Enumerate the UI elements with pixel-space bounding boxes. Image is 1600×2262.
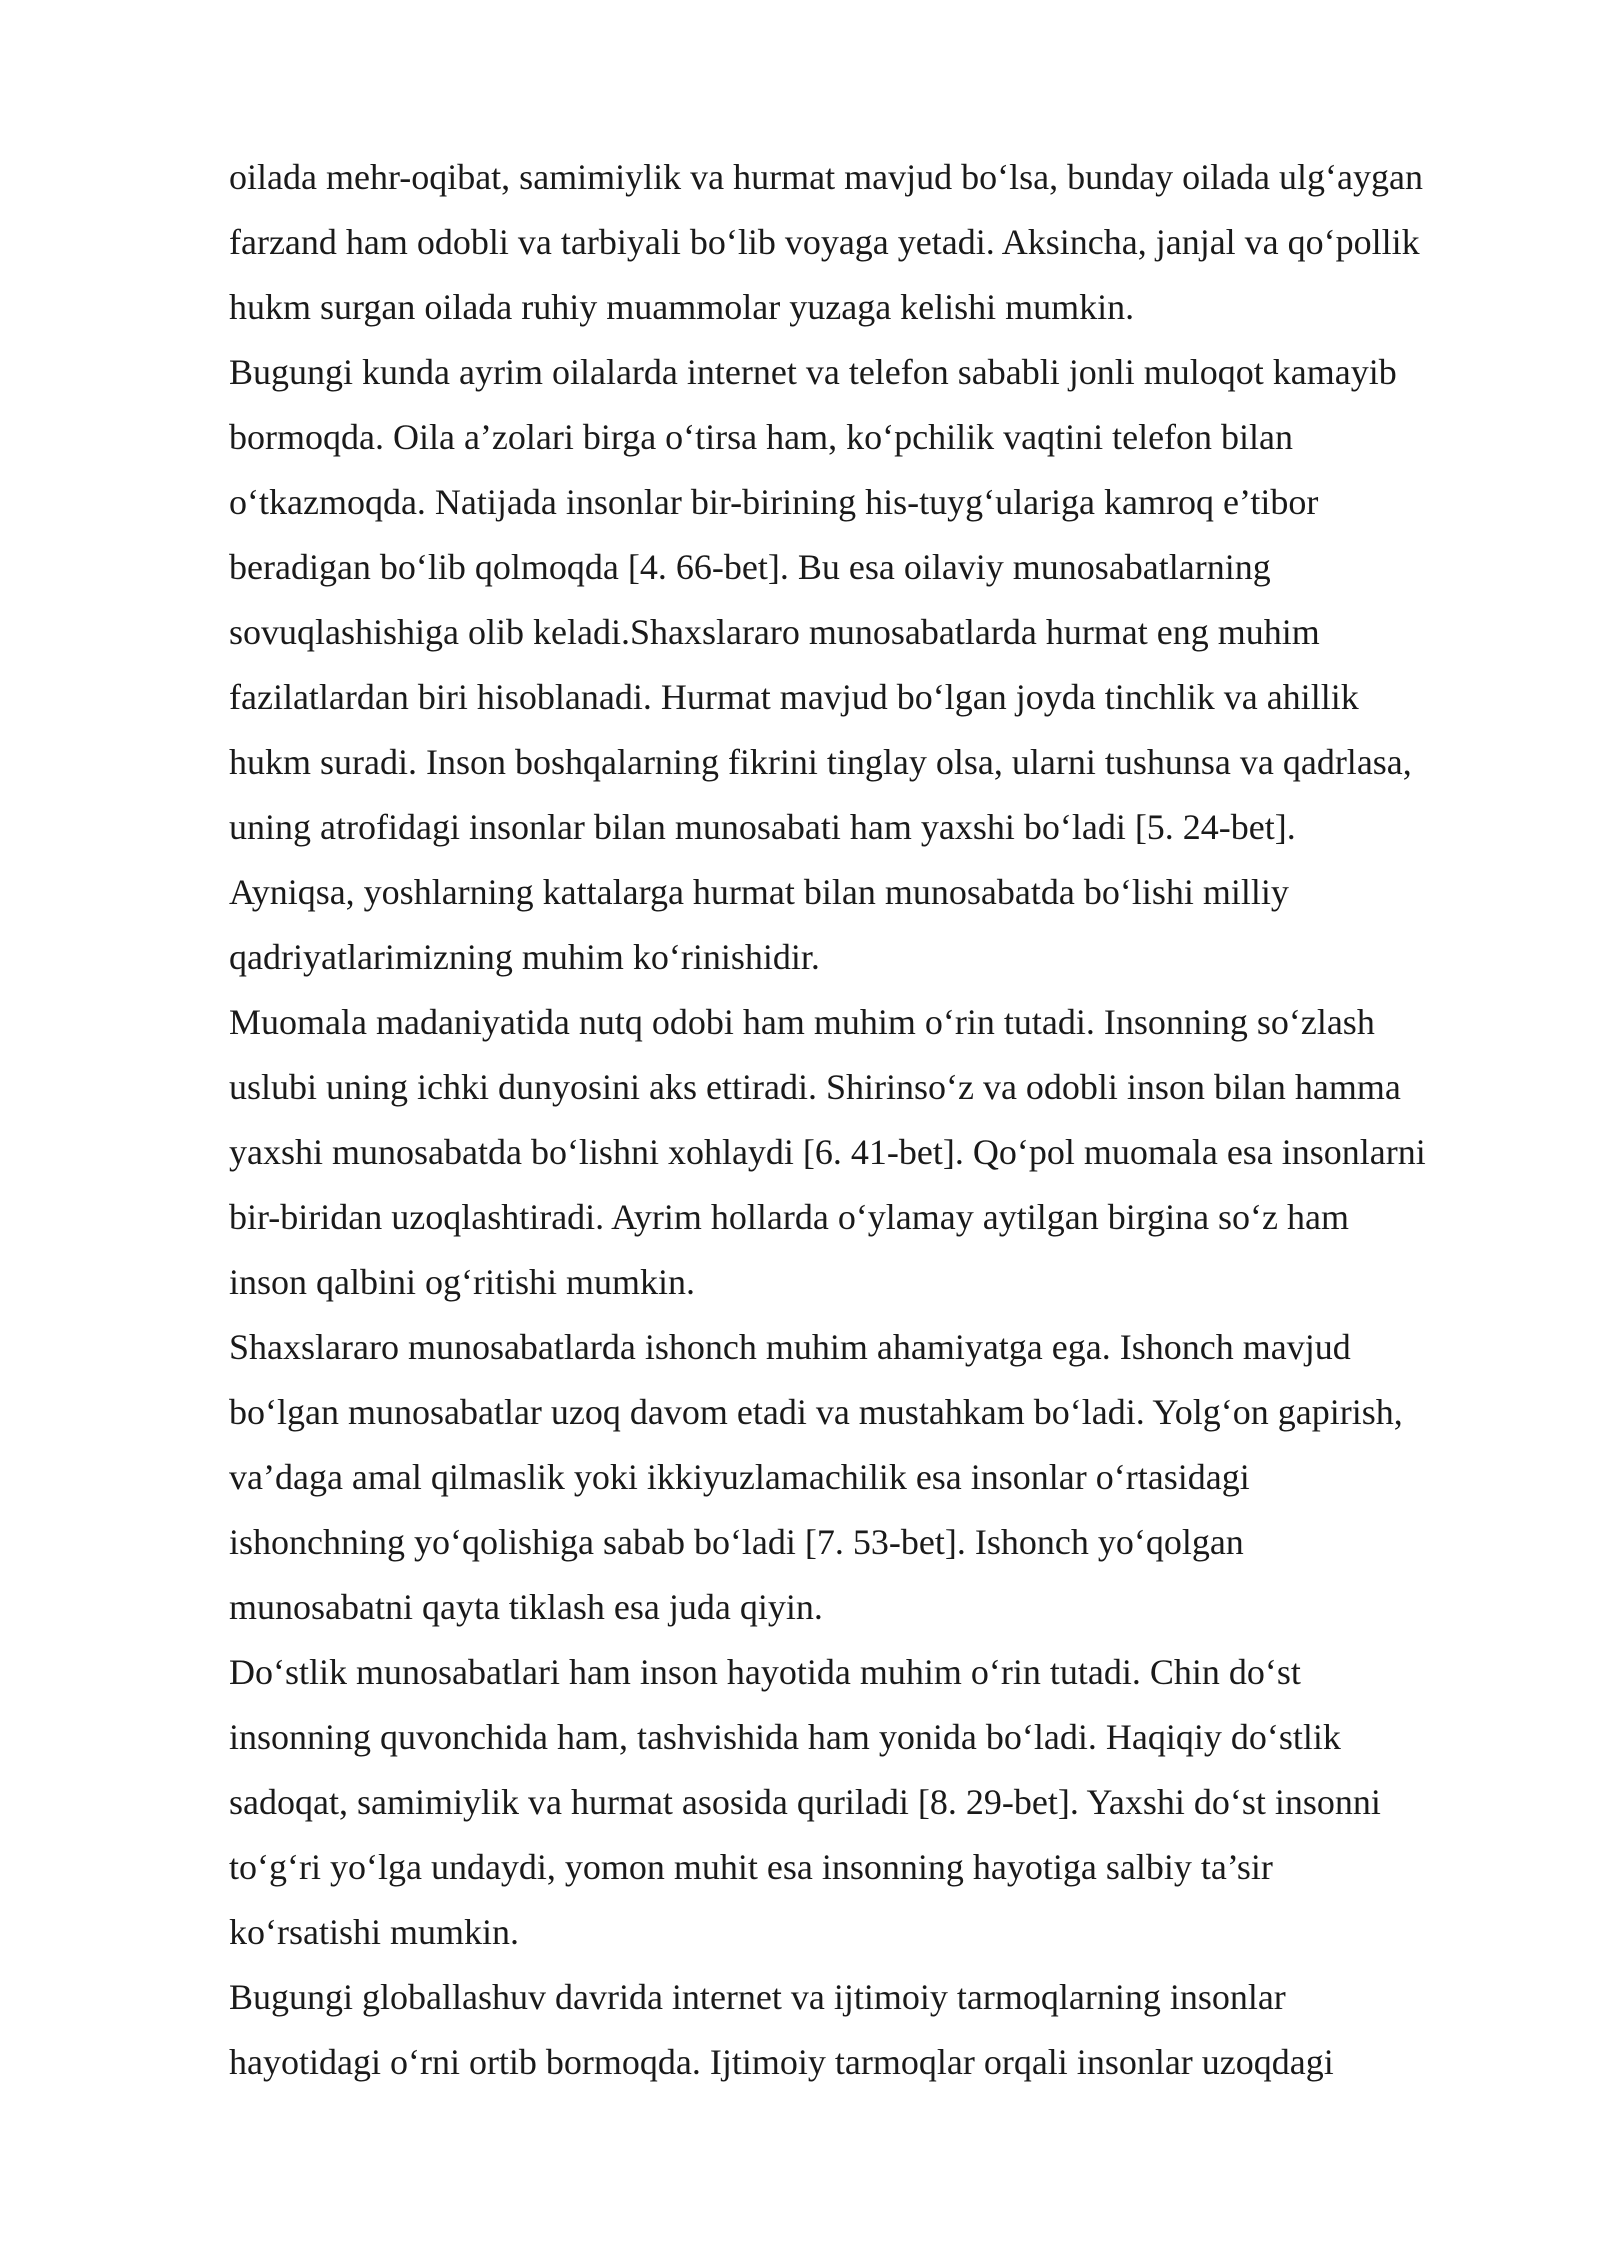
text-line: va’daga amal qilmaslik yoki ikkiyuzlamachilik esa insonlar oʻrtasidagi <box>229 1457 1250 1497</box>
text-line: Bugungi globallashuv davrida internet va ijtimoiy tarmoqlarning insonlar <box>229 1977 1286 2017</box>
text-line: sovuqlashishiga olib keladi.Shaxslararo munosabatlarda hurmat eng muhim <box>229 612 1320 652</box>
text-line: Bugungi kunda ayrim oilalarda internet va telefon sababli jonli muloqot kamayib <box>229 352 1397 392</box>
text-line: qadriyatlarimizning muhim koʻrinishidir. <box>229 937 820 977</box>
text-line: hukm suradi. Inson boshqalarning fikrini tinglay olsa, ularni tushunsa va qadrlasa, <box>229 742 1412 782</box>
text-line: hayotidagi oʻrni ortib bormoqda. Ijtimoiy tarmoqlar orqali insonlar uzoqdagi <box>229 2042 1334 2082</box>
text-line: Doʻstlik munosabatlari ham inson hayotida muhim oʻrin tutadi. Chin doʻst <box>229 1652 1301 1692</box>
text-line: koʻrsatishi mumkin. <box>229 1912 519 1952</box>
text-line: sadoqat, samimiylik va hurmat asosida quriladi [8. 29-bet]. Yaxshi doʻst insonni <box>229 1782 1381 1822</box>
text-line: bormoqda. Oila a’zolari birga oʻtirsa ham, koʻpchilik vaqtini telefon bilan <box>229 417 1294 457</box>
text-line: oilada mehr-oqibat, samimiylik va hurmat mavjud boʻlsa, bunday oilada ulgʻaygan <box>229 157 1423 197</box>
text-line: munosabatni qayta tiklash esa juda qiyin. <box>229 1587 823 1627</box>
text-line: hukm surgan oilada ruhiy muammolar yuzaga kelishi mumkin. <box>229 287 1135 327</box>
text-line: Muomala madaniyatida nutq odobi ham muhim oʻrin tutadi. Insonning soʻzlash <box>229 1002 1375 1042</box>
text-line: uning atrofidagi insonlar bilan munosabati ham yaxshi boʻladi [5. 24-bet]. <box>229 807 1296 847</box>
text-line: fazilatlardan biri hisoblanadi. Hurmat mavjud boʻlgan joyda tinchlik va ahillik <box>229 677 1359 717</box>
text-line: ishonchning yoʻqolishiga sabab boʻladi [7. 53-bet]. Ishonch yoʻqolgan <box>229 1522 1244 1562</box>
body-text <box>229 145 1529 2095</box>
text-line: oʻtkazmoqda. Natijada insonlar bir-birining his-tuygʻulariga kamroq e’tibor <box>229 482 1319 522</box>
text-line: uslubi uning ichki dunyosini aks ettiradi. Shirinsoʻz va odobli inson bilan hamma <box>229 1067 1401 1107</box>
text-line: farzand ham odobli va tarbiyali boʻlib voyaga yetadi. Aksincha, janjal va qoʻpollik <box>229 222 1420 262</box>
text-line: inson qalbini ogʻritishi mumkin. <box>229 1262 695 1302</box>
text-line: Shaxslararo munosabatlarda ishonch muhim ahamiyatga ega. Ishonch mavjud <box>229 1327 1351 1367</box>
text-line: bir-biridan uzoqlashtiradi. Ayrim hollarda oʻylamay aytilgan birgina soʻz ham <box>229 1197 1350 1237</box>
text-line: yaxshi munosabatda boʻlishni xohlaydi [6. 41-bet]. Qoʻpol muomala esa insonlarni <box>229 1132 1426 1172</box>
text-line: Ayniqsa, yoshlarning kattalarga hurmat bilan munosabatda boʻlishi milliy <box>229 872 1289 912</box>
text-line: beradigan boʻlib qolmoqda [4. 66-bet]. Bu esa oilaviy munosabatlarning <box>229 547 1271 587</box>
text-line: insonning quvonchida ham, tashvishida ham yonida boʻladi. Haqiqiy doʻstlik <box>229 1717 1341 1757</box>
text-line: toʻgʻri yoʻlga undaydi, yomon muhit esa insonning hayotiga salbiy ta’sir <box>229 1847 1273 1887</box>
text-line: boʻlgan munosabatlar uzoq davom etadi va mustahkam boʻladi. Yolgʻon gapirish, <box>229 1392 1403 1432</box>
